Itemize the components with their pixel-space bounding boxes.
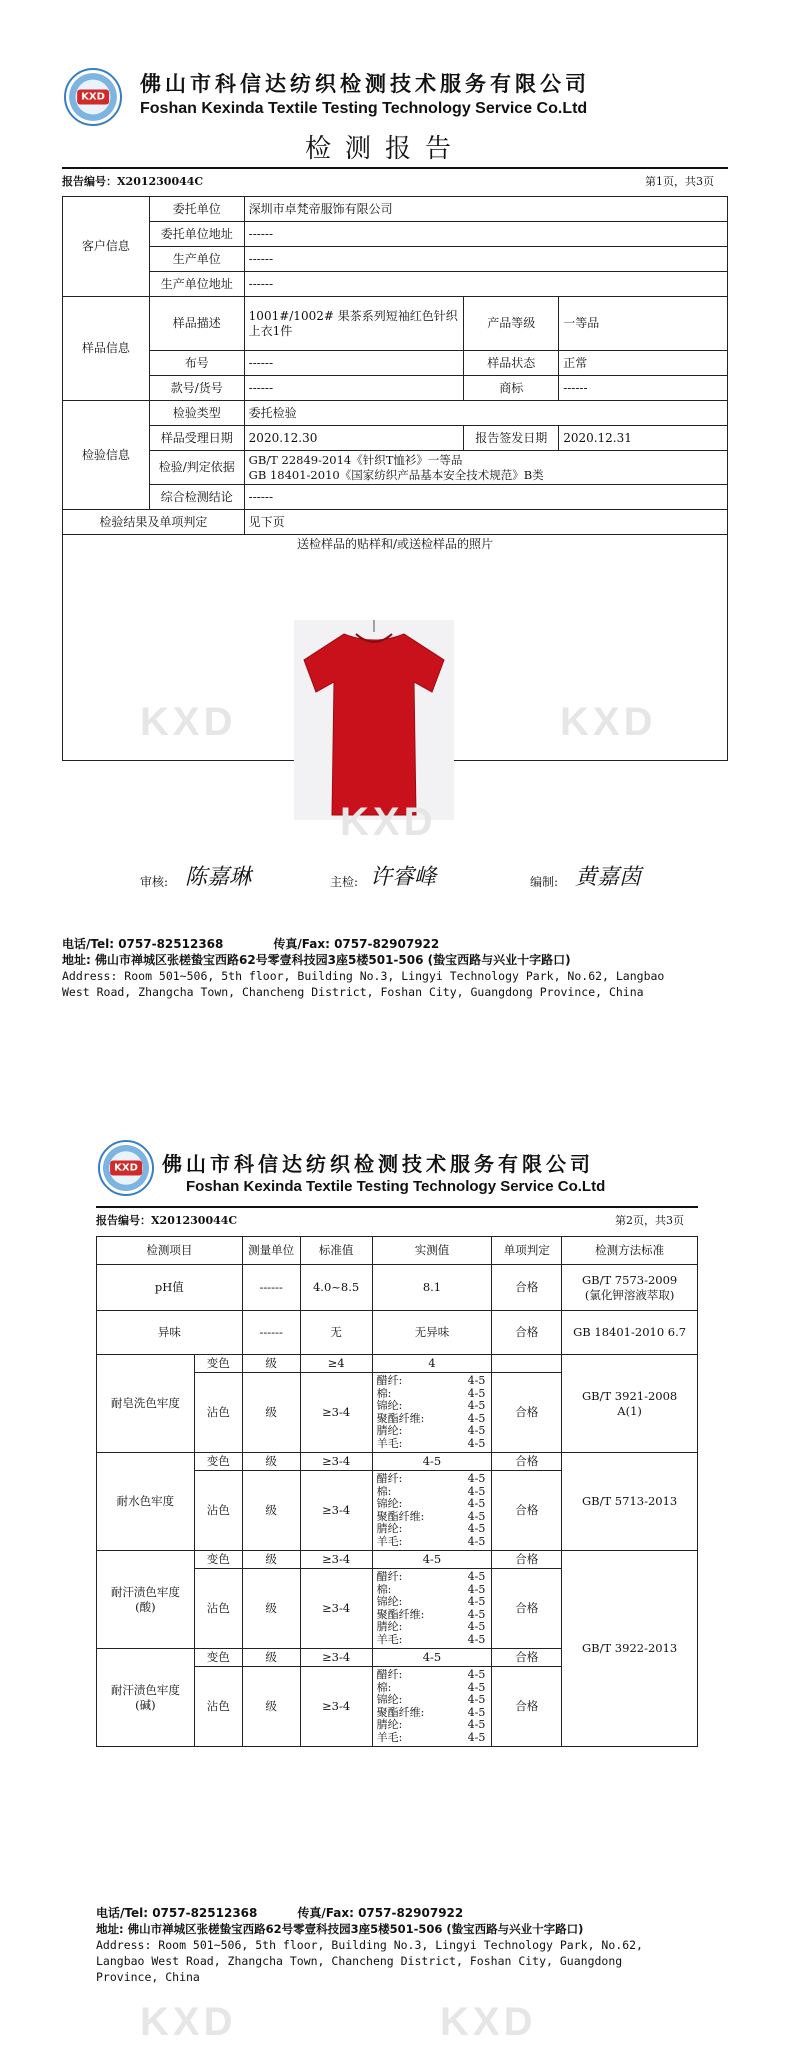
ph-measured: 8.1 bbox=[372, 1265, 492, 1311]
fiber-name: 羊毛: bbox=[376, 1534, 403, 1548]
sweat-method: GB/T 3922-2013 bbox=[562, 1551, 698, 1747]
fiber-name: 醋纤: bbox=[376, 1374, 403, 1387]
ph-standard: 4.0~8.5 bbox=[300, 1265, 372, 1311]
fastness-standard: ≥3-4 bbox=[300, 1453, 372, 1471]
fastness-unit: 级 bbox=[242, 1649, 300, 1667]
client-label: 委托单位 bbox=[149, 197, 244, 222]
fastness-sub-change: 变色 bbox=[194, 1453, 242, 1471]
sample-desc-label: 样品描述 bbox=[149, 297, 244, 351]
footer-phone: 电话/Tel: 0757-82512368 bbox=[62, 937, 224, 951]
table-row bbox=[97, 1453, 698, 1471]
footer-address-en-3: Province, China bbox=[96, 1970, 200, 1984]
fiber-value: 4-5 bbox=[467, 1522, 486, 1535]
fastness-verdict: 合格 bbox=[492, 1471, 562, 1551]
watermark: KXD bbox=[440, 2000, 537, 2044]
odor-verdict: 合格 bbox=[492, 1311, 562, 1355]
fiber-value: 4-5 bbox=[467, 1399, 486, 1412]
client-value: 深圳市卓梵帝服饰有限公司 bbox=[244, 197, 727, 222]
fastness-standard: ≥3-4 bbox=[300, 1471, 372, 1551]
fiber-name: 锦纶: bbox=[376, 1399, 403, 1412]
fastness-standard: ≥3-4 bbox=[300, 1551, 372, 1569]
company-logo bbox=[64, 68, 122, 126]
fiber-name: 聚酯纤维: bbox=[376, 1411, 425, 1425]
fiber-name: 羊毛: bbox=[376, 1436, 403, 1450]
editor-signature: 黄嘉茵 bbox=[575, 865, 642, 890]
footer-address-en-1: Address: Room 501~506, 5th floor, Building No.3, Lingyi Technology Park, No.62, bbox=[96, 1938, 643, 1952]
state-value: 正常 bbox=[559, 351, 728, 376]
fiber-value: 4-5 bbox=[467, 1632, 486, 1646]
report-number: 报告编号：X201230044C bbox=[62, 175, 204, 188]
basis-line-2: GB 18401-2010《国家纺织产品基本安全技术规范》B类 bbox=[248, 467, 544, 482]
fiber-value: 4-5 bbox=[467, 1424, 486, 1437]
page-number: 第2页，共3页 bbox=[615, 1214, 684, 1227]
client-group-label: 客户信息 bbox=[63, 197, 150, 297]
sample-desc-value: 1001#/1002# 果茶系列短袖红色针织上衣1件 bbox=[244, 297, 464, 351]
conclusion-value: ------ bbox=[244, 485, 727, 510]
fiber-row bbox=[373, 1425, 492, 1438]
brand-value: ------ bbox=[559, 376, 728, 401]
photo-caption: 送检样品的贴样和/或送检样品的照片 bbox=[296, 537, 494, 551]
fabric-label: 布号 bbox=[149, 351, 244, 376]
fastness-verdict: 合格 bbox=[492, 1373, 562, 1453]
fiber-value: 4-5 bbox=[467, 1374, 486, 1387]
fiber-value: 4-5 bbox=[467, 1534, 486, 1548]
report-number: 报告编号：X201230044C bbox=[96, 1214, 238, 1227]
chief-signature: 许睿峰 bbox=[370, 865, 437, 890]
basis-label: 检验/判定依据 bbox=[149, 451, 244, 485]
company-name-cn: 佛山市科信达纺织检测技术服务有限公司 bbox=[162, 1152, 594, 1176]
fiber-row bbox=[373, 1473, 492, 1486]
fiber-name: 棉: bbox=[376, 1484, 392, 1498]
fiber-row bbox=[373, 1732, 492, 1745]
fiber-value: 4-5 bbox=[467, 1436, 486, 1450]
fiber-name: 棉: bbox=[376, 1680, 392, 1694]
header-rule bbox=[62, 167, 728, 169]
page-number: 第1页，共3页 bbox=[645, 175, 714, 188]
fiber-value: 4-5 bbox=[467, 1386, 486, 1400]
test-results-table bbox=[96, 1236, 698, 1747]
sample-photo bbox=[294, 620, 454, 820]
logo-text: KXD bbox=[110, 1161, 142, 1176]
fastness-item: 耐汗渍色牢度(碱) bbox=[97, 1649, 195, 1747]
fiber-name: 腈纶: bbox=[376, 1718, 403, 1731]
table-row bbox=[97, 1311, 698, 1355]
odor-item: 异味 bbox=[97, 1311, 243, 1355]
received-date-value: 2020.12.30 bbox=[244, 426, 464, 451]
ph-verdict: 合格 bbox=[492, 1265, 562, 1311]
fastness-verdict bbox=[492, 1355, 562, 1373]
type-value: 委托检验 bbox=[244, 401, 727, 426]
review-sign-label: 审核: bbox=[140, 875, 169, 889]
fiber-value: 4-5 bbox=[467, 1411, 486, 1425]
footer-phone: 电话/Tel: 0757-82512368 bbox=[96, 1906, 258, 1920]
fastness-unit: 级 bbox=[242, 1355, 300, 1373]
fiber-row bbox=[373, 1536, 492, 1549]
footer-fax: 传真/Fax: 0757-82907922 bbox=[297, 1906, 464, 1920]
col-header-standard: 标准值 bbox=[300, 1237, 372, 1265]
fiber-name: 腈纶: bbox=[376, 1424, 403, 1437]
producer-address-label: 生产单位地址 bbox=[149, 272, 244, 297]
fiber-row bbox=[373, 1498, 492, 1511]
fastness-measured: 4 bbox=[372, 1355, 492, 1373]
fiber-name: 锦纶: bbox=[376, 1497, 403, 1510]
fastness-sub-stain: 沾色 bbox=[194, 1471, 242, 1551]
company-logo bbox=[98, 1140, 154, 1196]
fastness-method-1: GB/T 5713-2013 bbox=[581, 1494, 678, 1509]
fastness-measured: 4-5 bbox=[372, 1551, 492, 1569]
watermark: KXD bbox=[340, 800, 437, 844]
header-rule bbox=[96, 1206, 698, 1208]
fiber-value: 4-5 bbox=[467, 1509, 486, 1523]
ph-unit: ------ bbox=[242, 1265, 300, 1311]
watermark: KXD bbox=[560, 700, 657, 744]
conclusion-label: 综合检测结论 bbox=[149, 485, 244, 510]
fiber-row bbox=[373, 1669, 492, 1682]
fiber-name: 羊毛: bbox=[376, 1632, 403, 1646]
producer-value: ------ bbox=[244, 247, 727, 272]
fastness-item: 耐汗渍色牢度(酸) bbox=[97, 1551, 195, 1649]
fiber-value: 4-5 bbox=[467, 1668, 486, 1681]
fiber-value: 4-5 bbox=[467, 1582, 486, 1596]
client-address-value: ------ bbox=[244, 222, 727, 247]
result-value: 见下页 bbox=[244, 510, 727, 535]
item-label: 款号/货号 bbox=[149, 376, 244, 401]
producer-label: 生产单位 bbox=[149, 247, 244, 272]
ph-item: pH值 bbox=[97, 1265, 243, 1311]
col-header-method: 检测方法标准 bbox=[562, 1237, 698, 1265]
fastness-sub-stain: 沾色 bbox=[194, 1373, 242, 1453]
item-value: ------ bbox=[244, 376, 464, 401]
basis-line-1: GB/T 22849-2014《针织T恤衫》一等品 bbox=[248, 453, 463, 468]
fastness-sub-change: 变色 bbox=[194, 1649, 242, 1667]
issue-date-value: 2020.12.31 bbox=[559, 426, 728, 451]
client-address-label: 委托单位地址 bbox=[149, 222, 244, 247]
fiber-name: 锦纶: bbox=[376, 1693, 403, 1706]
fiber-value: 4-5 bbox=[467, 1693, 486, 1706]
fiber-name: 棉: bbox=[376, 1386, 392, 1400]
footer-address-en-2: West Road, Zhangcha Town, Chancheng District, Foshan City, Guangdong Province, China bbox=[62, 985, 644, 999]
fiber-name: 腈纶: bbox=[376, 1620, 403, 1633]
fiber-name: 醋纤: bbox=[376, 1570, 403, 1583]
fiber-row bbox=[373, 1523, 492, 1536]
producer-address-value: ------ bbox=[244, 272, 727, 297]
fiber-row bbox=[373, 1719, 492, 1732]
fastness-standard: ≥3-4 bbox=[300, 1649, 372, 1667]
grade-value: 一等品 bbox=[559, 297, 728, 351]
fiber-name: 醋纤: bbox=[376, 1668, 403, 1681]
fiber-name: 锦纶: bbox=[376, 1595, 403, 1608]
fiber-value: 4-5 bbox=[467, 1472, 486, 1485]
fastness-method-1: GB/T 3921-2008 bbox=[581, 1389, 678, 1404]
fiber-value: 4-5 bbox=[467, 1595, 486, 1608]
fiber-row bbox=[373, 1634, 492, 1647]
footer-address-cn: 地址: 佛山市禅城区张槎蛰宝西路62号零壹科技园3座5楼501-506 (蛰宝西路与兴业十字路口) bbox=[62, 953, 571, 967]
fastness-standard: ≥4 bbox=[300, 1355, 372, 1373]
fiber-value: 4-5 bbox=[467, 1497, 486, 1510]
odor-standard: 无 bbox=[300, 1311, 372, 1355]
footer-page-1 bbox=[62, 936, 752, 1000]
watermark: KXD bbox=[140, 2000, 237, 2044]
fiber-value: 4-5 bbox=[467, 1680, 486, 1694]
fastness-unit: 级 bbox=[242, 1667, 300, 1747]
editor-sign-label: 编制: bbox=[530, 875, 559, 889]
fiber-value: 4-5 bbox=[467, 1718, 486, 1731]
fiber-name: 聚酯纤维: bbox=[376, 1509, 425, 1523]
fiber-value: 4-5 bbox=[467, 1620, 486, 1633]
inspect-group-label: 检验信息 bbox=[63, 401, 150, 510]
fiber-row bbox=[373, 1621, 492, 1634]
logo-text: KXD bbox=[77, 90, 109, 105]
fiber-value: 4-5 bbox=[467, 1730, 486, 1744]
fiber-name: 棉: bbox=[376, 1582, 392, 1596]
fiber-value: 4-5 bbox=[467, 1570, 486, 1583]
footer-address-cn: 地址: 佛山市禅城区张槎蛰宝西路62号零壹科技园3座5楼501-506 (蛰宝西路与兴业十字路口) bbox=[96, 1922, 584, 1936]
fastness-sub-change: 变色 bbox=[194, 1551, 242, 1569]
watermark: KXD bbox=[140, 700, 237, 744]
col-header-verdict: 单项判定 bbox=[492, 1237, 562, 1265]
fiber-name: 聚酯纤维: bbox=[376, 1705, 425, 1719]
fabric-value: ------ bbox=[244, 351, 464, 376]
fastness-verdict: 合格 bbox=[492, 1551, 562, 1569]
fastness-unit: 级 bbox=[242, 1471, 300, 1551]
issue-date-label: 报告签发日期 bbox=[464, 426, 559, 451]
fiber-name: 腈纶: bbox=[376, 1522, 403, 1535]
fastness-unit: 级 bbox=[242, 1569, 300, 1649]
fiber-name: 醋纤: bbox=[376, 1472, 403, 1485]
fiber-name: 聚酯纤维: bbox=[376, 1607, 425, 1621]
company-name-en: Foshan Kexinda Textile Testing Technology Service Co.Ltd bbox=[186, 1178, 606, 1195]
fastness-sub-change: 变色 bbox=[194, 1355, 242, 1373]
state-label: 样品状态 bbox=[464, 351, 559, 376]
fastness-standard: ≥3-4 bbox=[300, 1569, 372, 1649]
company-name-en: Foshan Kexinda Textile Testing Technology Service Co.Ltd bbox=[140, 100, 588, 117]
fastness-verdict: 合格 bbox=[492, 1453, 562, 1471]
fastness-item: 耐水色牢度 bbox=[97, 1453, 195, 1551]
table-row bbox=[97, 1551, 698, 1569]
ph-method-2: (氯化钾溶液萃取) bbox=[584, 1287, 675, 1302]
fastness-measured: 4-5 bbox=[372, 1649, 492, 1667]
odor-unit: ------ bbox=[242, 1311, 300, 1355]
odor-method: GB 18401-2010 6.7 bbox=[562, 1311, 698, 1355]
type-label: 检验类型 bbox=[149, 401, 244, 426]
fastness-item: 耐皂洗色牢度 bbox=[97, 1355, 195, 1453]
footer-page-2 bbox=[96, 1905, 736, 1985]
fastness-method-2: A(1) bbox=[617, 1403, 642, 1418]
col-header-measured: 实测值 bbox=[372, 1237, 492, 1265]
chief-sign-label: 主检: bbox=[330, 875, 359, 889]
brand-label: 商标 bbox=[464, 376, 559, 401]
fastness-sub-stain: 沾色 bbox=[194, 1667, 242, 1747]
fastness-standard: ≥3-4 bbox=[300, 1667, 372, 1747]
grade-label: 产品等级 bbox=[464, 297, 559, 351]
col-header-item: 检测项目 bbox=[97, 1237, 243, 1265]
fastness-unit: 级 bbox=[242, 1373, 300, 1453]
fiber-value: 4-5 bbox=[467, 1607, 486, 1621]
company-name-cn: 佛山市科信达纺织检测技术服务有限公司 bbox=[140, 72, 590, 96]
fastness-sub-stain: 沾色 bbox=[194, 1569, 242, 1649]
red-tshirt-icon bbox=[294, 620, 454, 820]
fastness-verdict: 合格 bbox=[492, 1649, 562, 1667]
fastness-unit: 级 bbox=[242, 1551, 300, 1569]
fastness-unit: 级 bbox=[242, 1453, 300, 1471]
fiber-value: 4-5 bbox=[467, 1484, 486, 1498]
table-row bbox=[97, 1355, 698, 1373]
fiber-value: 4-5 bbox=[467, 1705, 486, 1719]
fiber-row bbox=[373, 1375, 492, 1388]
fiber-row bbox=[373, 1438, 492, 1451]
fastness-verdict: 合格 bbox=[492, 1569, 562, 1649]
fiber-name: 羊毛: bbox=[376, 1730, 403, 1744]
fiber-row bbox=[373, 1571, 492, 1584]
fiber-row bbox=[373, 1400, 492, 1413]
table-row bbox=[97, 1265, 698, 1311]
footer-fax: 传真/Fax: 0757-82907922 bbox=[273, 937, 440, 951]
ph-method-1: GB/T 7573-2009 bbox=[581, 1273, 678, 1288]
received-date-label: 样品受理日期 bbox=[149, 426, 244, 451]
fastness-standard: ≥3-4 bbox=[300, 1373, 372, 1453]
review-signature: 陈嘉琳 bbox=[185, 865, 252, 890]
odor-measured: 无异味 bbox=[372, 1311, 492, 1355]
footer-address-en-1: Address: Room 501~506, 5th floor, Building No.3, Lingyi Technology Park, No.62, Langbao bbox=[62, 969, 665, 983]
fiber-row bbox=[373, 1596, 492, 1609]
footer-address-en-2: Langbao West Road, Zhangcha Town, Chancheng District, Foshan City, Guangdong bbox=[96, 1954, 623, 1968]
fiber-row bbox=[373, 1694, 492, 1707]
fastness-measured: 4-5 bbox=[372, 1453, 492, 1471]
result-label: 检验结果及单项判定 bbox=[63, 510, 245, 535]
sample-group-label: 样品信息 bbox=[63, 297, 150, 401]
report-title: 检测报告 bbox=[305, 134, 466, 164]
col-header-unit: 测量单位 bbox=[242, 1237, 300, 1265]
fastness-verdict: 合格 bbox=[492, 1667, 562, 1747]
